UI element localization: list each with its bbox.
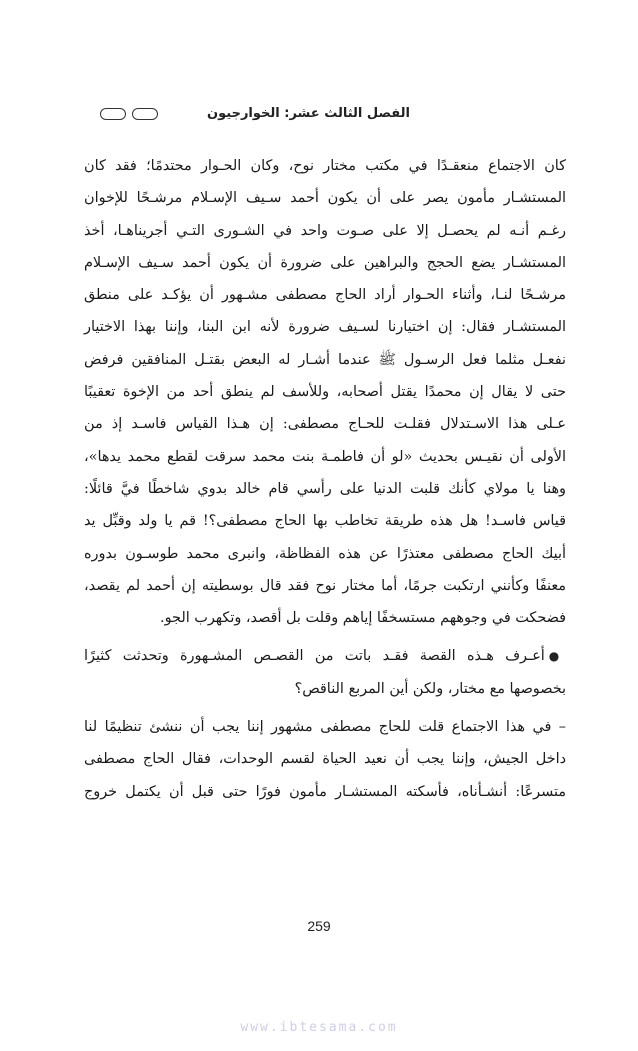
pill-ornament-left-icon [100,108,126,120]
text-line: فضحكت في وجوههم مستسخفًا إياهم وقلت بل أقصد، وتكهرب الجو. [160,610,566,627]
text-line: قياس فاسـد! هل هذه طريقة تخاطب بها الحاج مصطفى؟! قم يا ولد وقبِّل يد [84,513,566,530]
text-line: داخل الجيش، وإننا يجب أن نعيد الحياة لقسم الوحدات، فقال الحاج مصطفى [84,751,566,768]
paragraph-3 [84,711,566,808]
text-line: نفعـل مثلما فعل الرسـول ﷺ عندما أشـار له البعض بقتـل المنافقين فرفض [84,351,566,368]
text-line: – في هذا الاجتماع قلت للحاج مصطفى مشهور إننا يجب أن ننشئ تنظيمًا لنا [84,719,566,736]
text-line: مرشـحًا لنـا، وأثناء الحـوار أراد الحاج مصطفى مشـهور أن يؤكـد على منطق [84,287,566,304]
text-line: رغـم أنـه لم يحصـل إلا على صـوت واحد في الشـورى التـي أجريناهـا، أخذ [84,222,566,239]
double-pill-ornament-icon [100,108,164,122]
text-line: بخصوصها مع مختار، ولكن أين المربع الناقص؟ [294,680,566,697]
text-line: المستشـار يضع الحجج والبراهين على ضرورة أن يكون أحمد سـيف الإسـلام [84,254,566,271]
page-number: 259 [307,918,331,934]
text-line: متسرعًا: أنشـأناه، فأسكته المستشـار مأمون فورًا حتى قبل أن يكتمل خروج [84,783,566,800]
chapter-title: الفصل الثالث عشر: الخوارجيون [207,106,410,121]
text-line: كان الاجتماع منعقـدًا في مكتب مختار نوح، وكان الحـوار محتدمًا؛ فقد كان [84,158,566,174]
bullet-icon: ● [548,649,566,664]
pill-ornament-right-icon [132,108,158,120]
text-line: أعـرف هـذه القصة فقـد باتت من القصـص المشـهورة وتحدثت كثيرًا [84,648,545,665]
text-line: المستشـار مأمون يصر على أن يكون أحمد سـيف الإسـلام مرشـحًا للإخوان [84,190,566,207]
text-line: المستشـار فقال: إن اختيارنا لسـيف ضرورة لأنه ابن البنا، وإننا بهذا الاختيار [84,319,566,336]
text-line: الأولى أن نقيـس بحديث «لو أن فاطمـة بنت محمد سرقت لقطع محمد يدها»، [84,448,566,465]
text-line: عـلى هذا الاسـتدلال فقلـت للحـاج مصطفى: إن هـذا القياس فاسـد إذ من [84,416,566,433]
paragraph-1 [84,150,566,634]
paragraph-2 [84,640,566,705]
running-header [100,104,410,134]
watermark-url: www.ibtesama.com [240,1020,398,1035]
text-line: معنفًا وكأنني ارتكبت جرمًا، أما مختار نوح فقد قال بوسطيته إن أحمد لم يقصد، [84,577,566,594]
body-text [84,150,566,808]
text-line: أبيك الحاج مصطفى معتذرًا عن هذه الفظاظة، وانبرى محمد طوسـون بدوره [84,545,566,562]
text-line: وهنا يا مولاي كأنك قلبت الدنيا على رأسي قام خالد بدوي شاخطًا فيَّ قائلًا: [84,480,566,497]
text-line-with-bullet [84,640,566,672]
text-line: حتى لا يقال إن محمدًا يقتل أصحابه، وللأسف لم ينطق أحد من الإخوة تعقيبًا [84,384,566,401]
